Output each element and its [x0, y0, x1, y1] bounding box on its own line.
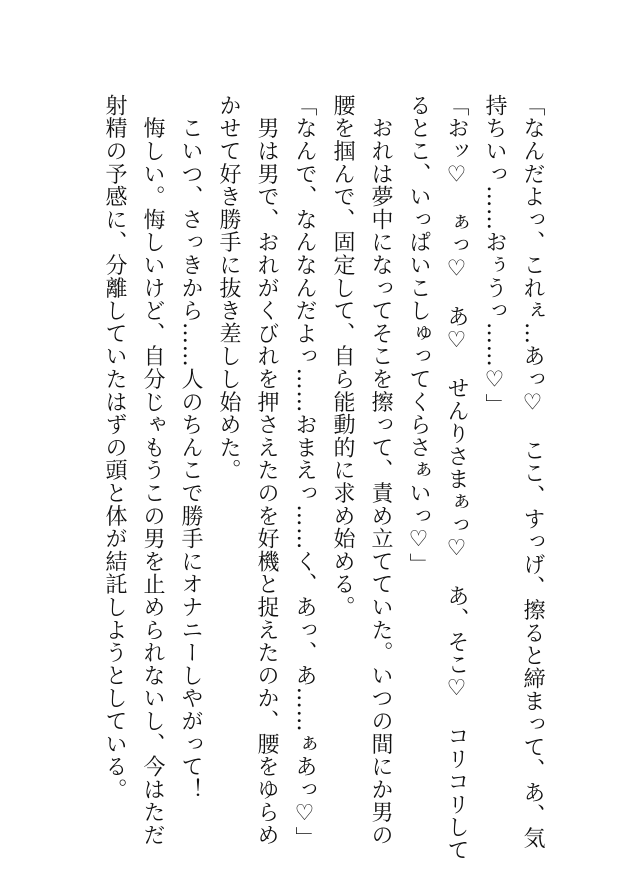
- text-line: るとこ、いっぱいこしゅってくらさぁいっ♡」: [406, 94, 431, 576]
- text-line: 腰を掴んで、固定して、自ら能動的に求め始める。: [330, 94, 355, 619]
- text-line: 「おッ♡ ぁっ♡ あ♡ せんりさまぁっ♡ あ、そこ♡ コリコリして: [444, 94, 469, 862]
- text-line: 男は男で、おれがくびれを押さえたのを好機と捉えたのか、腰をゆらめ: [254, 94, 279, 847]
- text-line: 「なんで、なんなんだよっ……おまえっ……く、あっ、あ……ぁあっ♡」: [292, 94, 317, 850]
- text-line: 持ちいっ……おぅうっ……♡」: [482, 94, 507, 417]
- text-line: おれは夢中になってそこを擦って、責め立てていた。いつの間にか男の: [368, 94, 393, 847]
- text-line: 「なんだよっ、これぇ…あっ♡ ここ、すっげ、擦ると締まって、あ、気: [520, 94, 545, 850]
- text-line: こいつ、さっきから……人のちんこで勝手にオナニーしやがって！: [178, 94, 203, 801]
- text-line: かせて好き勝手に抜き差しし始めた。: [216, 94, 241, 482]
- text-line: 射精の予感に、分離していたはずの頭と体が結託しようとしている。: [102, 94, 127, 801]
- text-line: 悔しい。悔しいけど、自分じゃもうこの男を止められないし、今はただ: [140, 94, 165, 847]
- vertical-text-block: [95, 94, 551, 862]
